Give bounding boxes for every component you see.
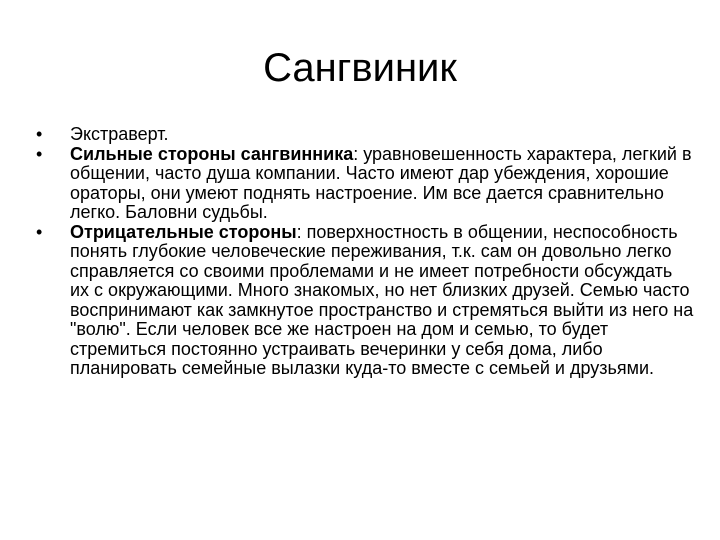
bullet-icon: • (36, 221, 43, 242)
bullet-item-weaknesses (36, 223, 696, 379)
bullet-icon: • (36, 124, 43, 144)
bullet-text-weaknesses: : поверхностность в общении, неспособность понять глубокие человеческие переживания, т.к. сам он довольно легко справляется со своими проблемами и не имеет потребности обсуждать их с окружающими. Много знакомых, но нет близких друзей. Семью часто воспринимают как замкнутое пространство и стремяться выйти из него на "волю". Если человек все же настроен на дом и семью, то будет стремиться постоянно устраивать вечеринки у себя дома, либо планировать семейные вылазки куда-то вместе с семьей и друзьями. (70, 221, 694, 378)
bullet-lead-strengths: Сильные стороны сангвинника (70, 143, 354, 164)
bullet-text: Экстраверт. (70, 124, 169, 144)
bullet-lead-weaknesses: Отрицательные стороны (70, 221, 297, 242)
bullet-text-strengths: : уравновешенность характера, легкий в общении, часто душа компании. Часто имеют дар убеждения, хорошие ораторы, они умеют поднять настроение. Им все дается сравнительно легко. Баловни судьбы. (70, 143, 692, 222)
bullet-list (36, 125, 696, 379)
bullet-item-extravert (36, 125, 696, 145)
bullet-item-strengths (36, 145, 696, 223)
slide-title: Сангвиник (263, 46, 457, 90)
bullet-icon: • (36, 143, 43, 164)
